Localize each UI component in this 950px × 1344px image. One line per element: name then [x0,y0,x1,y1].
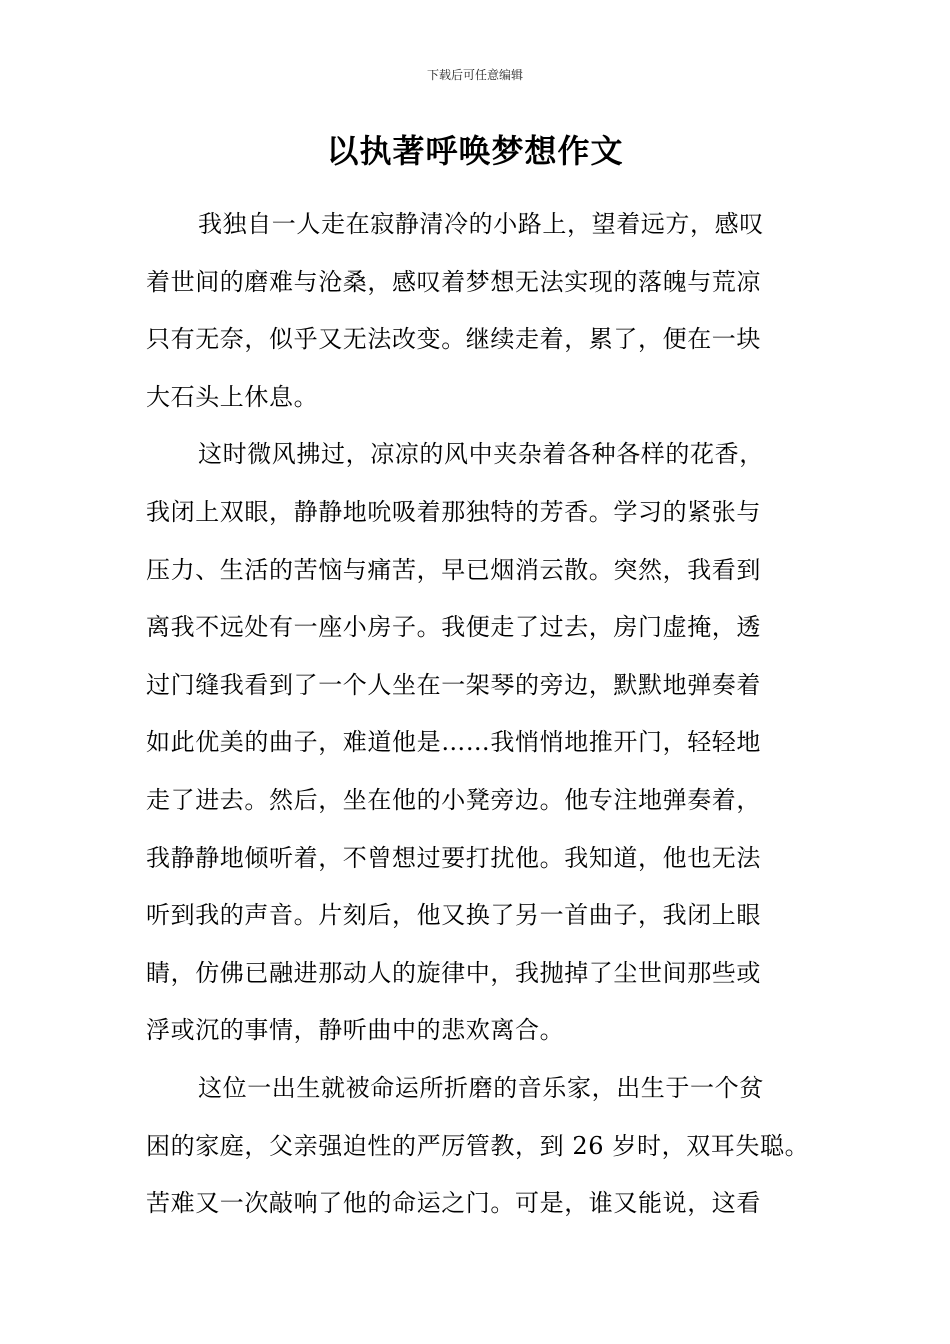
document-title: 以执著呼唤梦想作文 [326,132,624,170]
text-line: 听到我的声音。片刻后，他又换了另一首曲子，我闭上眼 [146,901,761,930]
text-line: 我闭上双眼，静静地吮吸着那独特的芳香。学习的紧张与 [146,497,761,526]
text-line: 浮或沉的事情，静听曲中的悲欢离合。 [146,1016,565,1045]
text-line: 睛，仿佛已融进那动人的旋律中，我抛掉了尘世间那些或 [146,958,761,987]
text-line: 困的家庭，父亲强迫性的严厉管教，到 26 岁时，双耳失聪。 [146,1131,810,1160]
text-line: 我独自一人走在寂静清冷的小路上，望着远方，感叹 [198,210,764,238]
text-line: 过门缝我看到了一个人坐在一架琴的旁边，默默地弹奏着 [146,670,761,699]
paragraph-2 [146,426,810,1060]
text-line: 如此优美的曲子，难道他是……我悄悄地推开门，轻轻地 [146,728,761,757]
paragraph-1 [146,196,810,426]
text-line: 这位一出生就被命运所折磨的音乐家，出生于一个贫 [198,1073,764,1102]
text-line: 着世间的磨难与沧桑，感叹着梦想无法实现的落魄与荒凉 [146,267,761,296]
text-line: 大石头上休息。 [146,382,319,411]
text-line: 只有无奈，似乎又无法改变。继续走着，累了，便在一块 [146,325,761,354]
text-line: 走了进去。然后，坐在他的小凳旁边。他专注地弹奏着， [146,785,761,814]
header-note: 下载后可任意编辑 [426,68,523,82]
text-line: 我静静地倾听着，不曾想过要打扰他。我知道，他也无法 [146,843,761,872]
text-line: 苦难又一次敲响了他的命运之门。可是，谁又能说，这看 [146,1189,761,1218]
text-line: 压力、生活的苦恼与痛苦，早已烟消云散。突然，我看到 [146,555,761,584]
text-line: 这时微风拂过，凉凉的风中夹杂着各种各样的花香， [198,440,764,469]
document-body [146,196,810,1233]
paragraph-3 [146,1060,810,1233]
text-line: 离我不远处有一座小房子。我便走了过去，房门虚掩，透 [146,613,761,642]
